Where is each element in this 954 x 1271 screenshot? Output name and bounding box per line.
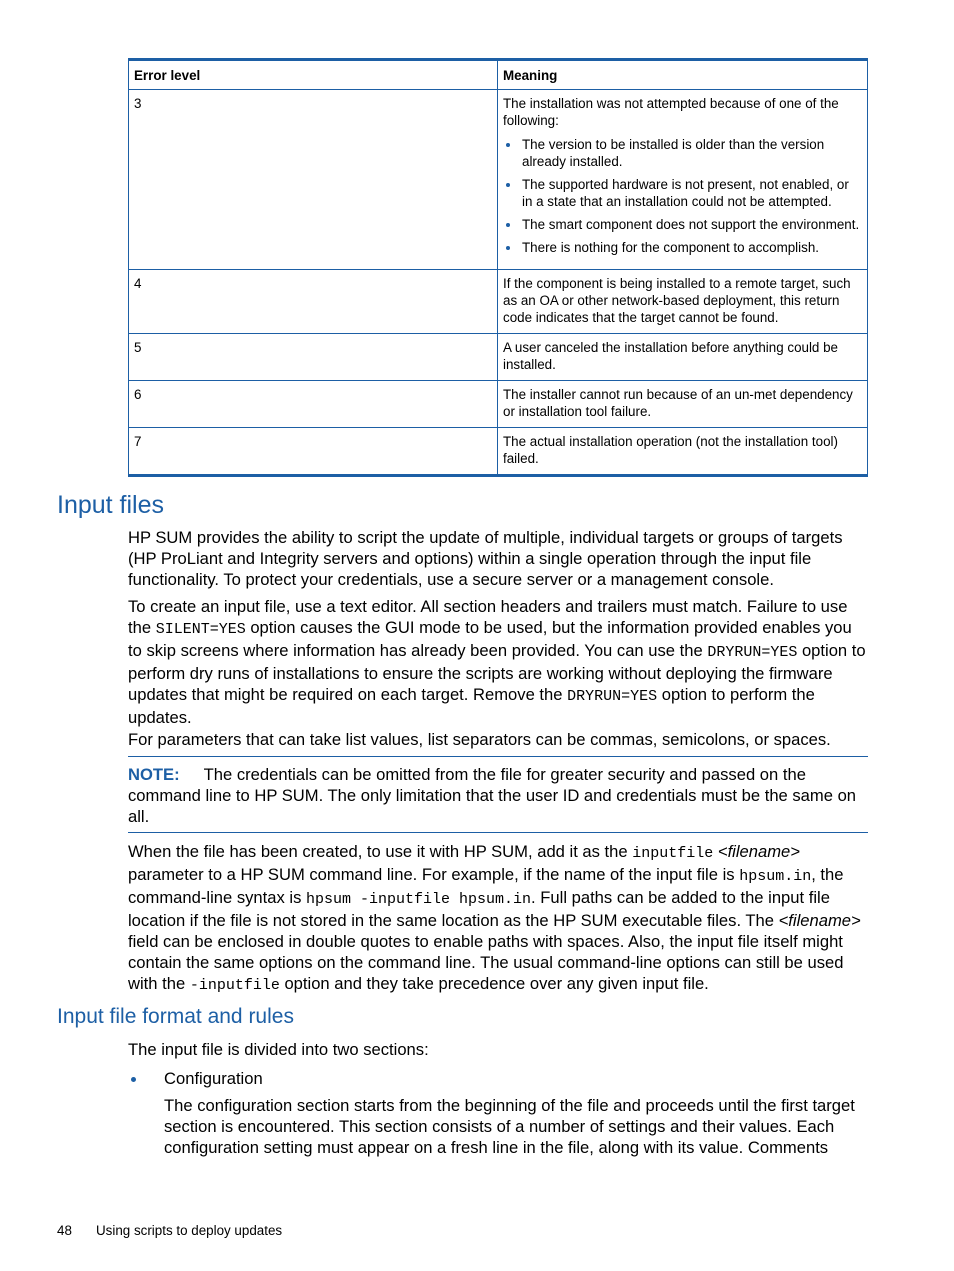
text-run: When the file has been created, to use it with HP SUM, add it as the xyxy=(128,842,633,861)
error-level-cell: 7 xyxy=(129,428,498,476)
italic-filename: <filename> xyxy=(717,842,800,861)
error-level-table xyxy=(128,58,868,477)
meaning-cell: The installer cannot run because of an un-met dependency or installation tool failure. xyxy=(498,381,868,428)
error-level-cell: 4 xyxy=(129,270,498,334)
text-run: option to perform dry runs of installations to ensure the scripts are working without deploying the firmware updates that might be required on each target. Remove the xyxy=(128,641,866,704)
footer-title: Using scripts to deploy updates xyxy=(96,1223,283,1238)
error-level-cell: 5 xyxy=(129,334,498,381)
text-run: parameter to a HP SUM command line. For example, if the name of the input file is xyxy=(128,865,740,884)
paragraph-intro: HP SUM provides the ability to script the update of multiple, individual targets or groups of targets (HP ProLiant and Integrity servers and options) within a single operation through the input file functionality. To protect your credentials, use a secure server or a management console. xyxy=(128,528,843,589)
bullet-label: Configuration xyxy=(164,1069,263,1088)
note-label: NOTE: xyxy=(128,765,180,784)
code-inputfile-option: -inputfile xyxy=(189,977,280,994)
page-footer xyxy=(57,1222,282,1240)
column-header-meaning: Meaning xyxy=(498,60,868,90)
meaning-bullet-list xyxy=(503,136,862,256)
subsection-title: Input file format and rules xyxy=(57,1005,294,1028)
paragraph-inputfile-usage xyxy=(128,841,870,996)
text-run: option to perform the updates. xyxy=(128,685,815,727)
column-header-error-level: Error level xyxy=(129,60,498,90)
code-dryrun-yes: DRYRUN=YES xyxy=(567,688,658,705)
code-silent-yes: SILENT=YES xyxy=(155,621,246,638)
section-title: Input files xyxy=(57,491,165,519)
list-item: The version to be installed is older than the version already installed. xyxy=(522,136,862,170)
italic-filename: <filename> xyxy=(778,911,861,930)
text-run: option and they take precedence over any given input file. xyxy=(279,974,709,993)
table-row xyxy=(129,90,868,270)
table-row xyxy=(129,381,868,428)
text-run: , the command-line syntax is xyxy=(128,865,844,907)
paragraph-list-separators: For parameters that can take list values, list separators can be commas, semicolons, or spaces. xyxy=(128,730,831,749)
text-run: . Full paths can be added to the input file location if the file is not stored in the same location as the HP SUM executable files. The xyxy=(128,888,830,930)
table-row xyxy=(129,428,868,476)
list-item: There is nothing for the component to accomplish. xyxy=(522,239,862,256)
text-run: To create an input file, use a text editor. All section headers and trailers must match. Failure to use the xyxy=(128,597,848,637)
text-run: option causes the GUI mode to be used, but the information provided enables you to skip screens where information has already been provided. You can use the xyxy=(128,618,852,660)
code-inputfile: inputfile xyxy=(632,845,714,862)
text-run: field can be enclosed in double quotes to enable paths with spaces. Also, the input file itself might contain the same options on the command line. The usual command-line options can still be used with the xyxy=(128,932,844,993)
note-box xyxy=(128,756,868,833)
paragraph-create-input-file xyxy=(128,596,870,728)
table-row xyxy=(129,270,868,334)
paragraph-two-sections: The input file is divided into two sections: xyxy=(128,1040,429,1059)
list-item: The smart component does not support the environment. xyxy=(522,216,862,233)
code-dryrun-yes: DRYRUN=YES xyxy=(707,644,798,661)
error-level-cell: 3 xyxy=(129,90,498,270)
code-command-syntax: hpsum -inputfile hpsum.in xyxy=(306,891,532,908)
meaning-cell: A user canceled the installation before anything could be installed. xyxy=(498,334,868,381)
note-text: The credentials can be omitted from the file for greater security and passed on the command line to HP SUM. The only limitation that the user ID and credentials must be the same on all. xyxy=(128,765,857,826)
table-header-row xyxy=(129,60,868,90)
bullet-description: The configuration section starts from the beginning of the file and proceeds until the first target section is encountered. This section consists of a number of settings and their values. Each configuration setting must appear on a fresh line in the file, along with its value. Comments xyxy=(164,1096,855,1157)
code-hpsum-in: hpsum.in xyxy=(739,868,812,885)
meaning-text: The installation was not attempted because of one of the following: xyxy=(503,96,839,128)
error-level-cell: 6 xyxy=(129,381,498,428)
table-row xyxy=(129,334,868,381)
list-item: The supported hardware is not present, not enabled, or in a state that an installation could not be attempted. xyxy=(522,176,862,210)
meaning-cell: The actual installation operation (not the installation tool) failed. xyxy=(498,428,868,476)
meaning-cell xyxy=(498,90,868,270)
page-number: 48 xyxy=(57,1223,72,1238)
bullet-icon xyxy=(131,1077,136,1082)
meaning-cell: If the component is being installed to a remote target, such as an OA or other network-based deployment, this return code indicates that the target cannot be found. xyxy=(498,270,868,334)
